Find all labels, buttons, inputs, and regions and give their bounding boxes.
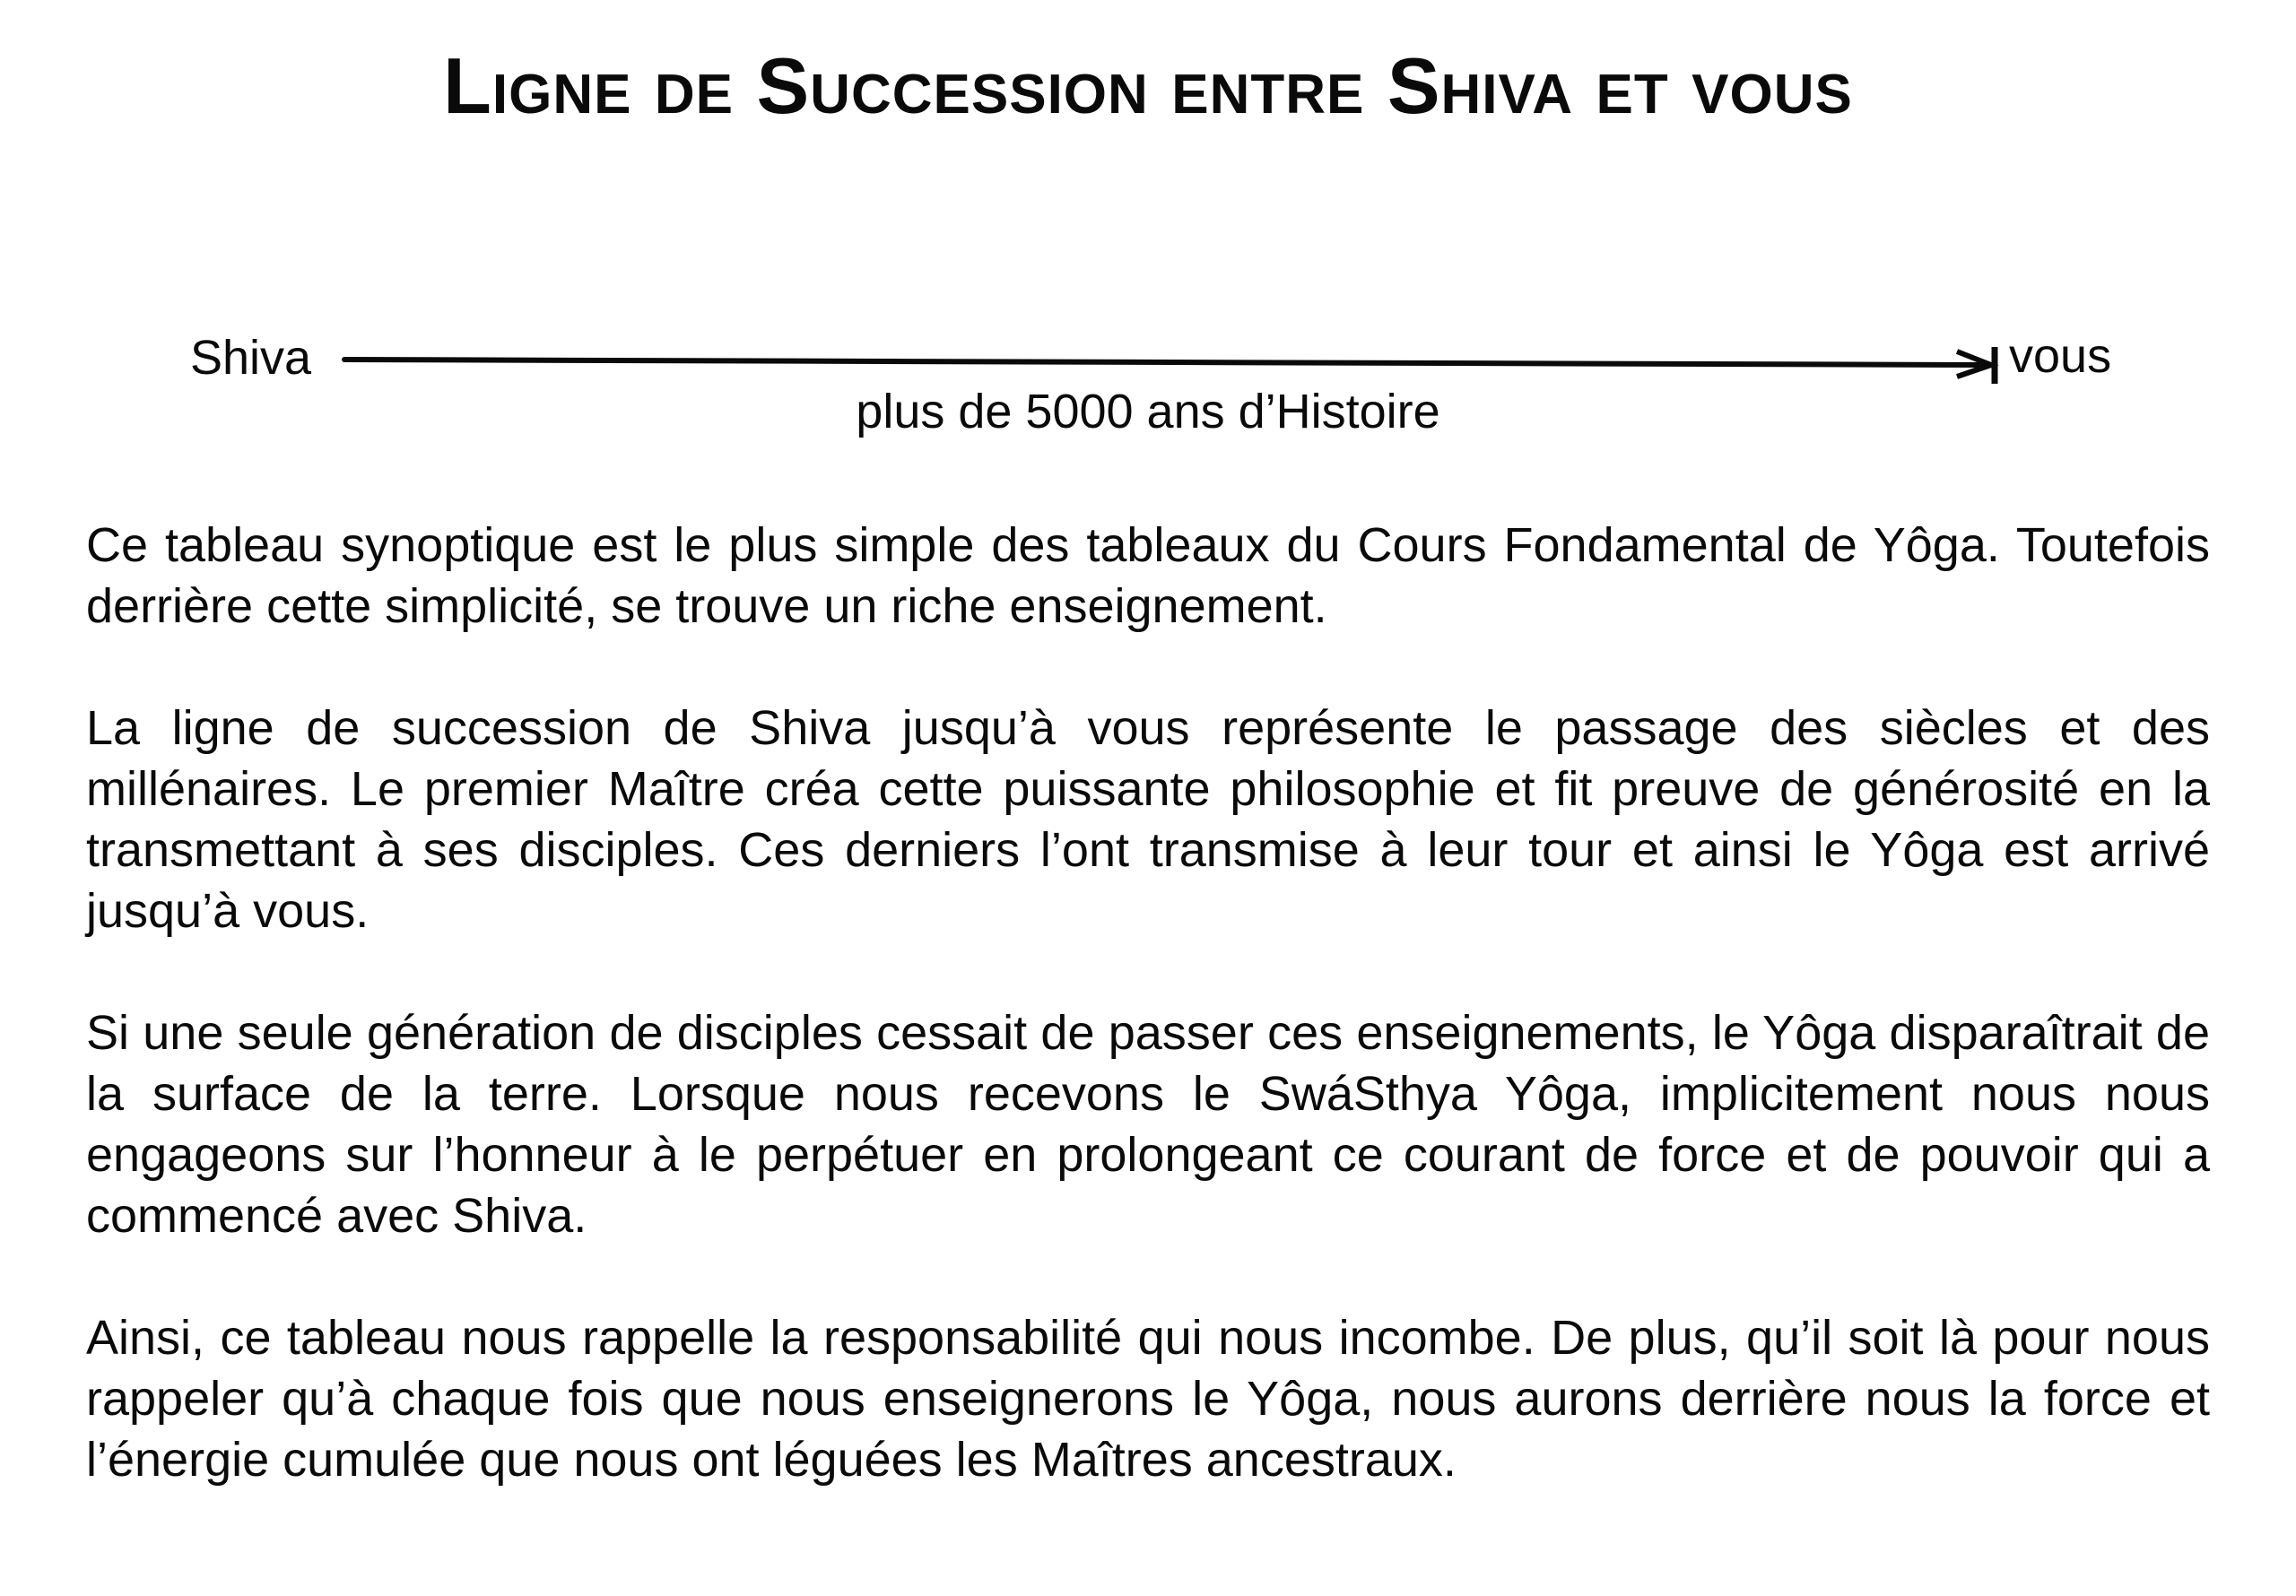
timeline-arrow xyxy=(341,344,2009,386)
timeline-arrow-line xyxy=(344,360,1987,365)
page-title: Ligne de Succession entre Shiva et vous xyxy=(443,41,1853,130)
timeline-start-label: Shiva xyxy=(190,331,312,385)
paragraph-succession: La ligne de succession de Shiva jusqu’à vous représente le passage des siècles et des millénaires. Le premier Maître créa cette puissante philosophie et fit preuve de générosité en la transmettant à ses disciples. Ces derniers l’ont transmise à leur tour et ainsi le Yôga est arrivé jusqu’à vous. xyxy=(86,701,2210,938)
timeline-end-label: vous xyxy=(2009,329,2112,383)
paragraph-intro: Ce tableau synoptique est le plus simple des tableaux du Cours Fondamental de Yôga. Toutefois derrière cette simplicité, se trouve un riche enseignement. xyxy=(86,518,2210,633)
succession-timeline xyxy=(0,323,2296,466)
paragraph-responsibility: Ainsi, ce tableau nous rappelle la responsabilité qui nous incombe. De plus, qu’il soit là pour nous rappeler qu’à chaque fois que nous enseignerons le Yôga, nous aurons derrière nous la force et l’énergie cumulée que nous ont léguées les Maîtres ancestraux. xyxy=(86,1311,2210,1487)
paragraph-transmission: Si une seule génération de disciples cessait de passer ces enseignements, le Yôga disparaîtrait de la surface de la terre. Lorsque nous recevons le SwáSthya Yôga, implicitement nous nous engageons sur l’honneur à le perpétuer en prolongeant ce courant de force et de pouvoir qui a commencé avec Shiva. xyxy=(86,1006,2210,1243)
body-text xyxy=(86,515,2210,1551)
timeline-caption: plus de 5000 ans d’Histoire xyxy=(856,385,1440,438)
